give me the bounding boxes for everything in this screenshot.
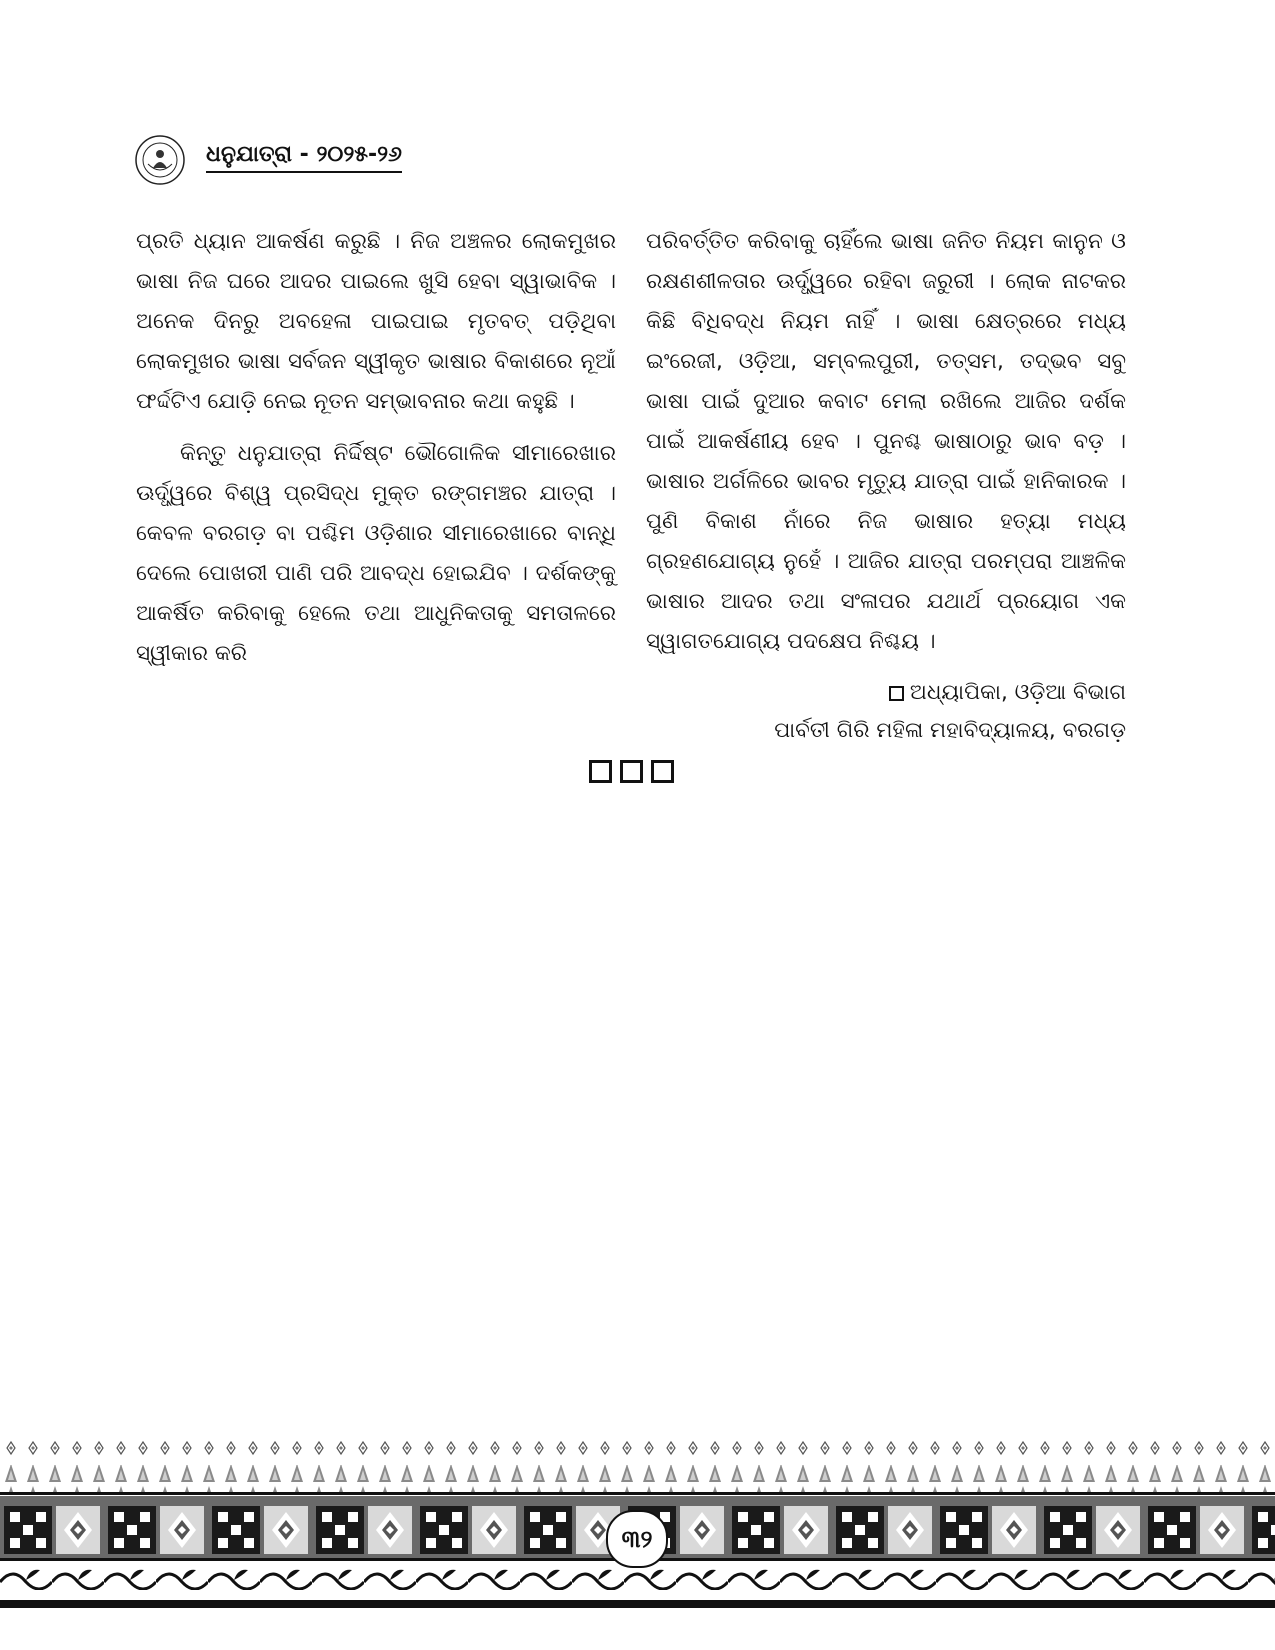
- page-title: ଧନୁଯାତ୍ରା - ୨୦୨୫-୨୬: [206, 142, 402, 173]
- paragraph: ପରିବର୍ତ୍ତିତ କରିବାକୁ ଚାହିଁଲେ ଭାଷା ଜନିତ ନିୟମ କାନୁନ ଓ ରକ୍ଷଣଶୀଳତାର ଊର୍ଦ୍ଧ୍ୱରେ ରହିବା ଜରୁରୀ । ଲୋକ ନାଟକର କିଛି ବିଧିବଦ୍ଧ ନିୟମ ନାହିଁ । ଭାଷା କ୍ଷେତ୍ରରେ ମଧ୍ୟ ଇଂରେଜୀ, ଓଡ଼ିଆ, ସମ୍ବଲପୁରୀ, ତତ୍ସମ, ତଦ୍ଭବ ସବୁ ଭାଷା ପାଇଁ ଦୁଆର କବାଟ ମେଲା ରଖିଲେ ଆଜିର ଦର୍ଶକ ପାଇଁ ଆକର୍ଷଣୀୟ ହେବ । ପୁନଶ୍ଚ ଭାଷାଠାରୁ ଭାବ ବଡ଼ । ଭାଷାର ଅର୍ଗଳିରେ ଭାବର ମୃତ୍ୟୁ ଯାତ୍ରା ପାଇଁ ହାନିକାରକ । ପୁଣି ବିକାଶ ନାଁରେ ନିଜ ଭାଷାର ହତ୍ୟା ମଧ୍ୟ ଗ୍ରହଣଯୋଗ୍ୟ ନୁହେଁ । ଆଜିର ଯାତ୍ରା ପରମ୍ପରା ଆଞ୍ଚଳିକ ଭାଷାର ଆଦର ତଥା ସଂଳାପର ଯଥାର୍ଥ ପ୍ରୟୋଗ ଏକ ସ୍ୱାଗତଯୋଗ୍ୟ ପଦକ୍ଷେପ ନିଶ୍ଚୟ ।: [646, 229, 1126, 654]
- end-of-article-marks: [589, 760, 674, 783]
- article-right-column: [646, 222, 1126, 750]
- page-header: [134, 134, 434, 190]
- author-signature: [646, 674, 1126, 750]
- square-bullet-icon: [889, 686, 904, 701]
- square-mark-icon: [620, 760, 643, 783]
- square-mark-icon: [589, 760, 612, 783]
- author-designation: ଅଧ୍ୟାପିକା, ଓଡ଼ିଆ ବିଭାଗ: [909, 680, 1126, 705]
- article-left-column: [136, 222, 616, 686]
- square-mark-icon: [651, 760, 674, 783]
- paragraph: ପ୍ରତି ଧ୍ୟାନ ଆକର୍ଷଣ କରୁଛି । ନିଜ ଅଞ୍ଚଳର ଲୋକମୁଖର ଭାଷା ନିଜ ଘରେ ଆଦର ପାଇଲେ ଖୁସି ହେବା ସ୍ୱାଭାବିକ । ଅନେକ ଦିନରୁ ଅବହେଳା ପାଇପାଇ ମୃତବତ୍ ପଡ଼ିଥିବା ଲୋକମୁଖର ଭାଷା ସର୍ବଜନ ସ୍ୱୀକୃତ ଭାଷାର ବିକାଶରେ ନୂଆଁ ଫର୍ଦ୍ଦଟିଏ ଯୋଡ଼ି ନେଇ ନୂତନ ସମ୍ଭାବନାର କଥା କହୁଛି ।: [136, 229, 616, 414]
- author-institution: ପାର୍ବତୀ ଗିରି ମହିଳା ମହାବିଦ୍ୟାଳୟ, ବରଗଡ଼: [774, 718, 1126, 743]
- college-seal-icon: [134, 134, 186, 186]
- page-number: ୩୨: [606, 1510, 668, 1568]
- paragraph: କିନ୍ତୁ ଧନୁଯାତ୍ରା ନିର୍ଦ୍ଦିଷ୍ଟ ଭୌଗୋଳିକ ସୀମାରେଖାର ଊର୍ଦ୍ଧ୍ୱରେ ବିଶ୍ୱ ପ୍ରସିଦ୍ଧ ମୁକ୍ତ ରଙ୍ଗମଞ୍ଚର ଯାତ୍ରା । କେବଳ ବରଗଡ଼ ବା ପଶ୍ଚିମ ଓଡ଼ିଶାର ସୀମାରେଖାରେ ବାନ୍ଧି ଦେଲେ ପୋଖରୀ ପାଣି ପରି ଆବଦ୍ଧ ହୋଇଯିବ । ଦର୍ଶକଙ୍କୁ ଆକର୍ଷିତ କରିବାକୁ ହେଲେ ତଥା ଆଧୁନିକତାକୁ ସମତାଳରେ ସ୍ୱୀକାର କରି: [136, 441, 616, 666]
